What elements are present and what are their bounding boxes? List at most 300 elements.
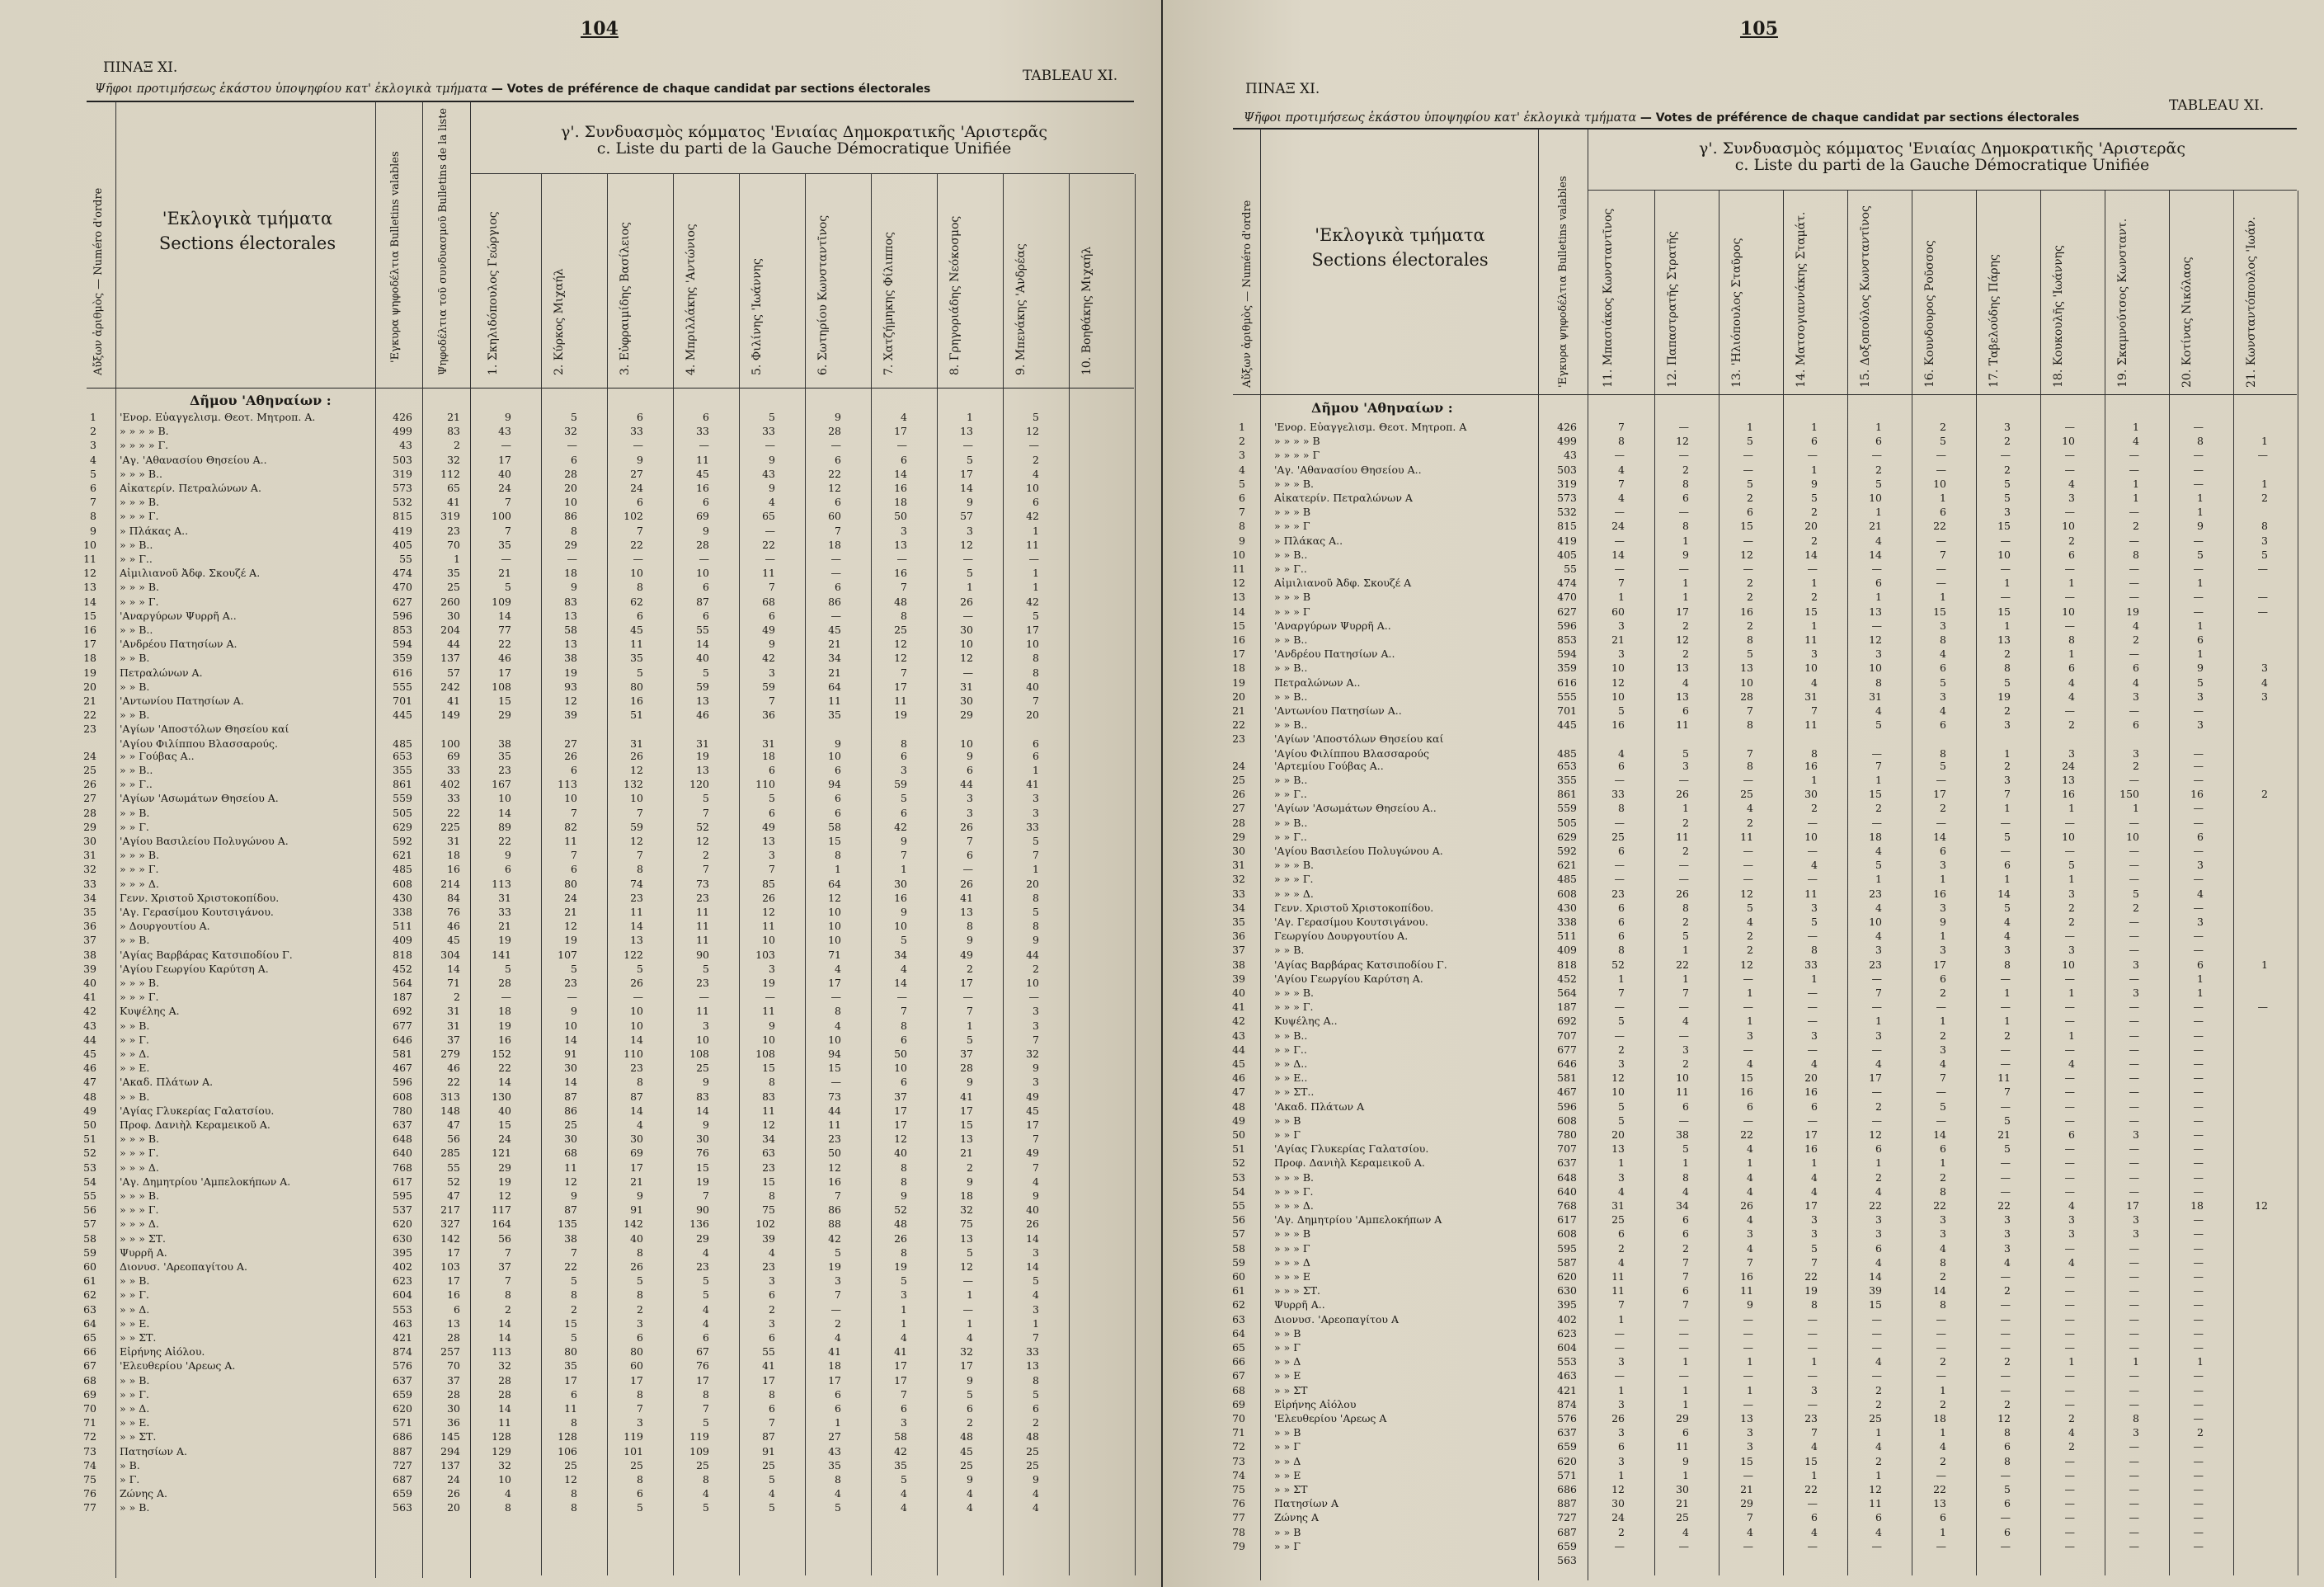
cell-value: 2 xyxy=(967,1416,973,1429)
cell-value: 12 xyxy=(1611,1483,1625,1495)
cell-value: 485 xyxy=(1557,746,1577,760)
cell-value: 9 xyxy=(1940,916,1946,928)
cell-value: 13 xyxy=(1026,1359,1039,1373)
cell-value: 87 xyxy=(564,1203,577,1217)
cell-value: 12 xyxy=(498,1189,511,1202)
cell-value: 2 xyxy=(2133,633,2139,646)
cell-value: 48 xyxy=(1026,1430,1039,1443)
cell-value: 63 xyxy=(762,1147,775,1160)
cell-value: 2 xyxy=(2261,788,2268,801)
cell-value: 8 xyxy=(1033,652,1039,665)
cell-value: 6 xyxy=(454,1302,460,1316)
cell-value: — xyxy=(1936,463,1946,476)
cell-value: — xyxy=(1936,534,1946,547)
party-fr: c. Liste du parti de la Gauche Démocratique Unifiée xyxy=(1734,156,2150,174)
cell-value: 38 xyxy=(564,1231,577,1245)
section-name: Αἰμιλιανοῦ Ἀδφ. Σκουζέ Α. xyxy=(120,567,261,580)
cell-value: 1 xyxy=(1747,987,1753,999)
cell-value: 5 xyxy=(769,1473,775,1486)
table-row xyxy=(1163,662,2317,674)
cell-value: 23 xyxy=(1804,1412,1818,1425)
cell-value: — xyxy=(830,553,841,565)
cell-value: 2 xyxy=(1682,619,1689,632)
cell-value: 19 xyxy=(828,1260,841,1273)
section-name: » » » Β. xyxy=(120,849,160,862)
cell-value: — xyxy=(2193,1326,2204,1340)
cell-value: — xyxy=(567,439,577,452)
cell-value: — xyxy=(1678,873,1689,886)
cell-value: 23 xyxy=(696,977,709,989)
cell-value: 7 xyxy=(1618,1298,1625,1312)
cell-value: — xyxy=(2129,648,2139,661)
title-gr: Ψῆφοι προτιμήσεως ἑκάστου ὑποψηφίου κατ' ἐκλογικὰ τμήματα xyxy=(95,82,488,96)
section-name: 'Αγίων 'Ασωμάτων Θησείου Α. xyxy=(120,792,279,805)
cell-value: — xyxy=(2129,845,2139,857)
cell-value: 12 xyxy=(1740,887,1753,900)
table-row xyxy=(1163,1497,2317,1509)
cell-value: 14 xyxy=(498,1402,511,1415)
cell-value: 1 xyxy=(1811,463,1818,476)
row-number: 25 xyxy=(1232,774,1245,786)
cell-value: 5 xyxy=(2004,1114,2011,1127)
cell-value: 28 xyxy=(564,467,577,480)
cell-value: 30 xyxy=(696,1133,709,1146)
cell-value: 3 xyxy=(2197,916,2204,928)
cell-value: 24 xyxy=(498,482,511,494)
cell-value: 9 xyxy=(967,1175,973,1188)
row-number: 22 xyxy=(1232,718,1245,732)
cell-value: 16 xyxy=(1740,1085,1753,1099)
cell-value: 26 xyxy=(762,891,775,904)
section-name: » » » Β xyxy=(1274,506,1311,519)
row-number: 24 xyxy=(1232,759,1245,772)
cell-value: 3 xyxy=(1618,1426,1625,1439)
table-row xyxy=(1163,1284,2317,1297)
cell-value: 25 xyxy=(1611,1213,1625,1227)
cell-value: 1 xyxy=(1682,534,1689,547)
table-row xyxy=(0,1133,1155,1145)
cell-value: 15 xyxy=(762,1062,775,1075)
cell-value: — xyxy=(830,991,841,1004)
cell-value: 5 xyxy=(1875,859,1882,872)
table-row xyxy=(0,737,1155,750)
sections-fr: Sections électorales xyxy=(158,233,336,253)
cell-value: 5 xyxy=(637,962,643,975)
cell-value: — xyxy=(1678,1312,1689,1326)
cell-value: 1 xyxy=(1747,1156,1753,1170)
table-row xyxy=(0,863,1155,875)
cell-value: 30 xyxy=(630,1133,643,1146)
cell-value: 15 xyxy=(960,1118,973,1131)
cell-value: 8 xyxy=(835,849,841,862)
table-row xyxy=(1163,1384,2317,1396)
cell-value: 3 xyxy=(637,1316,643,1330)
cell-value: — xyxy=(1936,563,1946,575)
cell-value: 5 xyxy=(703,962,709,975)
cell-value: 14 xyxy=(1997,887,2011,900)
cell-value: 4 xyxy=(1811,1170,1818,1184)
cell-value: 42 xyxy=(894,820,907,833)
cell-value: 19 xyxy=(894,709,907,722)
cell-value: 7 xyxy=(901,849,907,862)
table-row xyxy=(0,1445,1155,1457)
cell-value: 1 xyxy=(2068,873,2075,886)
cell-value: 8 xyxy=(835,1005,841,1018)
cell-value: 2 xyxy=(1618,1241,1625,1255)
cell-value: 67 xyxy=(696,1345,709,1359)
cell-value: — xyxy=(2193,1241,2204,1255)
table-row xyxy=(1163,718,2317,731)
cell-value: 12 xyxy=(762,1118,775,1131)
cell-value: 4 xyxy=(835,1019,841,1032)
cell-value: 359 xyxy=(393,652,412,665)
cell-value: 29 xyxy=(498,1161,511,1174)
row-number: 32 xyxy=(83,863,96,876)
section-name: 'Αγίων 'Αποστόλων Θησείου καί xyxy=(1274,732,1444,746)
section-name: » » » Γ. xyxy=(120,991,159,1004)
section-name: » » » Δ xyxy=(1274,1255,1310,1269)
cell-value: 2 xyxy=(1682,816,1689,829)
cell-value: 8 xyxy=(1811,746,1818,760)
section-name: » » » Δ. xyxy=(120,877,159,890)
cell-value: 467 xyxy=(1557,1085,1577,1099)
cell-value: 7 xyxy=(1811,704,1818,717)
cell-value: 5 xyxy=(1875,477,1882,490)
cell-value: — xyxy=(2129,1539,2139,1552)
cell-value: — xyxy=(2193,1170,2204,1184)
section-name: » » Β. xyxy=(120,1501,150,1514)
cell-value: — xyxy=(2257,449,2268,462)
cell-value: 3 xyxy=(1940,690,1946,703)
cell-value: 26 xyxy=(1740,1199,1753,1212)
cell-value: 10 xyxy=(1997,548,2011,561)
cell-value: 621 xyxy=(1557,859,1577,872)
cell-value: 4 xyxy=(2004,1255,2011,1269)
cell-value: 1 xyxy=(1747,1383,1753,1396)
cell-value: 41 xyxy=(447,496,460,509)
cell-value: 8 xyxy=(571,1501,577,1514)
cell-value: 12 xyxy=(1740,958,1753,971)
cell-value: 30 xyxy=(564,1133,577,1146)
cell-value: — xyxy=(1936,577,1946,590)
cell-value: 7 xyxy=(703,1189,709,1202)
table-row xyxy=(1163,1213,2317,1226)
cell-value: 17 xyxy=(1933,788,1946,801)
section-name: » » Γ.. xyxy=(120,553,153,565)
cell-value: 3 xyxy=(2133,1227,2139,1241)
cell-value: 616 xyxy=(393,666,412,679)
cell-value: 5 xyxy=(703,792,709,805)
cell-value: — xyxy=(1743,449,1753,462)
cell-value: 16 xyxy=(447,863,460,876)
cell-value: 5 xyxy=(1033,835,1039,847)
cell-value: 76 xyxy=(447,906,460,918)
cell-value: 12 xyxy=(1611,676,1625,689)
section-name: 'Αγίας Γλυκερίας Γαλατσίου. xyxy=(1274,1142,1429,1156)
cell-value: — xyxy=(1614,1539,1625,1552)
section-name: Πετραλώνων Α. xyxy=(120,666,203,679)
candidate-header: 6. Σωτηρίου Κωνσταντῖνος xyxy=(816,214,830,375)
table-row xyxy=(1163,534,2317,547)
cell-value: 46 xyxy=(447,920,460,933)
cell-value: 120 xyxy=(689,778,709,791)
cell-value: 5 xyxy=(1033,1274,1039,1288)
cell-value: 505 xyxy=(1557,816,1577,829)
cell-value: 17 xyxy=(1804,1128,1818,1141)
section-name: 'Αγ. 'Αθανασίου Θησείου Α.. xyxy=(1274,463,1422,476)
cell-value: 5 xyxy=(901,934,907,947)
cell-value: — xyxy=(1807,1326,1818,1340)
cell-value: 1 xyxy=(1811,774,1818,786)
cell-value: 32 xyxy=(564,425,577,438)
cell-value: 33 xyxy=(1611,788,1625,801)
cell-value: 12 xyxy=(630,764,643,776)
cell-value: 8 xyxy=(901,609,907,622)
table-row xyxy=(0,949,1155,961)
table-row xyxy=(0,1048,1155,1060)
table-row xyxy=(0,878,1155,890)
cell-value: 14 xyxy=(498,609,511,622)
cell-value: 608 xyxy=(1557,1114,1577,1127)
cell-value: 17 xyxy=(960,1359,973,1373)
cell-value: 6 xyxy=(637,1487,643,1500)
cell-value: 4 xyxy=(1940,704,1946,717)
cell-value: — xyxy=(1936,1085,1946,1099)
cell-value: 2 xyxy=(454,991,460,1004)
cell-value: 7 xyxy=(1033,1033,1039,1046)
cell-value: 1 xyxy=(1811,1355,1818,1368)
cell-value: 30 xyxy=(960,624,973,636)
cell-value: 6 xyxy=(1747,506,1753,519)
section-name: » » » » Β xyxy=(1274,435,1320,448)
row-number: 11 xyxy=(1232,563,1245,575)
cell-value: 1 xyxy=(1033,764,1039,776)
cell-value: — xyxy=(2193,1539,2204,1552)
cell-value: 8 xyxy=(1033,1373,1039,1387)
cell-value: 6 xyxy=(1618,1227,1625,1241)
cell-value: 853 xyxy=(1557,633,1577,646)
row-number: 44 xyxy=(83,1033,96,1046)
cell-value: 13 xyxy=(1740,662,1753,675)
cell-value: 5 xyxy=(505,962,511,975)
table-row xyxy=(0,596,1155,608)
cell-value: 3 xyxy=(1747,1426,1753,1439)
row-number: 9 xyxy=(1239,534,1245,547)
cell-value: 37 xyxy=(447,1033,460,1046)
cell-value: 15 xyxy=(1933,605,1946,618)
cell-value: 11 xyxy=(1804,718,1818,732)
cell-value: 9 xyxy=(1033,1473,1039,1486)
cell-value: 7 xyxy=(901,581,907,594)
row-number: 34 xyxy=(1232,901,1245,914)
cell-value: 7 xyxy=(967,1005,973,1018)
cell-value: 112 xyxy=(440,467,460,480)
cell-value: 52 xyxy=(696,820,709,833)
cell-value: 17 xyxy=(1933,958,1946,971)
table-row xyxy=(0,638,1155,650)
cell-value: 107 xyxy=(557,948,577,961)
cell-value: 4 xyxy=(1875,930,1882,943)
cell-value: 11 xyxy=(1804,887,1818,900)
cell-value: — xyxy=(2193,1184,2204,1198)
candidate-header: 21. Κωνσταντόπουλος 'Ιωάν. xyxy=(2245,216,2258,388)
cell-value: 2 xyxy=(1875,1397,1882,1410)
cell-value: — xyxy=(2064,704,2075,717)
cell-value: 3 xyxy=(1618,1454,1625,1467)
table-row xyxy=(0,1076,1155,1088)
cell-value: 1 xyxy=(2261,958,2268,971)
section-name: Αἰμιλιανοῦ Ἀδφ. Σκουζέ Α xyxy=(1274,577,1412,590)
cell-value: 50 xyxy=(894,1048,907,1060)
cell-value: 38 xyxy=(1676,1128,1689,1141)
section-name: » Γ. xyxy=(120,1473,140,1486)
cell-value: 2 xyxy=(2197,1426,2204,1439)
cell-value: 18 xyxy=(894,496,907,509)
cell-value: — xyxy=(2129,1043,2139,1056)
cell-value: 9 xyxy=(703,1118,709,1131)
cell-value: 3 xyxy=(2004,944,2011,957)
page-number: 104 xyxy=(581,18,619,40)
cell-value: 10 xyxy=(960,638,973,651)
cell-value: 10 xyxy=(2126,830,2139,843)
cell-value: 6 xyxy=(769,1402,775,1415)
cell-value: 28 xyxy=(498,1373,511,1387)
section-name: 'Αγ. Γερασίμου Κουτσιγάνου. xyxy=(120,906,274,918)
table-label: ΠΙΝΑΞ XI. xyxy=(1245,81,1320,97)
cell-value: 1 xyxy=(967,1316,973,1330)
cell-value: — xyxy=(2000,1326,2011,1340)
table-row xyxy=(1163,1554,2317,1566)
cell-value: 5 xyxy=(1940,759,1946,772)
section-name: » » » Δ. xyxy=(1274,887,1314,900)
cell-value: — xyxy=(699,553,709,565)
cell-value: 35 xyxy=(447,567,460,580)
cell-value: 623 xyxy=(1557,1326,1577,1340)
table-row xyxy=(0,1090,1155,1103)
row-number: 44 xyxy=(1232,1043,1245,1056)
cell-value: 39 xyxy=(1869,1284,1882,1297)
cell-value: 1 xyxy=(901,1302,907,1316)
section-name: » » Γ.. xyxy=(1274,1043,1307,1056)
cell-value: 4 xyxy=(1811,859,1818,872)
cell-value: 10 xyxy=(2062,435,2075,448)
cell-value: 20 xyxy=(1611,1128,1625,1141)
cell-value: — xyxy=(2193,901,2204,914)
cell-value: 20 xyxy=(1026,709,1039,722)
cell-value: — xyxy=(1743,1114,1753,1127)
cell-value: 6 xyxy=(1940,662,1946,675)
cell-value: — xyxy=(1807,816,1818,829)
cell-value: — xyxy=(1936,449,1946,462)
cell-value: — xyxy=(2064,1341,2075,1354)
cell-value: 3 xyxy=(769,849,775,862)
cell-value: 8 xyxy=(2068,633,2075,646)
row-number: 9 xyxy=(90,524,96,537)
cell-value: — xyxy=(2000,972,2011,985)
cell-value: — xyxy=(1871,1001,1882,1014)
cell-value: 23 xyxy=(762,1161,775,1174)
table-row xyxy=(0,468,1155,480)
cell-value: 2 xyxy=(2068,901,2075,914)
cell-value: 16 xyxy=(2190,788,2204,801)
cell-value: 1 xyxy=(2004,1015,2011,1028)
table-title xyxy=(1244,111,2079,125)
cell-value: 3 xyxy=(1033,1302,1039,1316)
cell-value: 818 xyxy=(393,948,412,961)
cell-value: 52 xyxy=(447,1175,460,1188)
cell-value: 8 xyxy=(1682,901,1689,914)
cell-value: 21 xyxy=(828,666,841,679)
cell-value: 4 xyxy=(901,962,907,975)
cell-value: 2 xyxy=(1940,802,1946,815)
cell-value: 5 xyxy=(505,581,511,594)
cell-value: 5 xyxy=(769,1501,775,1514)
cell-value: 7 xyxy=(901,1005,907,1018)
table-row xyxy=(0,906,1155,918)
cell-value: 23 xyxy=(1869,958,1882,971)
cell-value: 40 xyxy=(1026,680,1039,693)
cell-value: 4 xyxy=(1747,1142,1753,1156)
cell-value: — xyxy=(2129,577,2139,590)
cell-value: 18 xyxy=(447,849,460,862)
cell-value: 1 xyxy=(1811,1468,1818,1481)
cell-value: 45 xyxy=(828,624,841,636)
cell-value: 3 xyxy=(769,1316,775,1330)
cell-value: 6 xyxy=(835,581,841,594)
cell-value: 10 xyxy=(894,1062,907,1075)
cell-value: — xyxy=(2000,534,2011,547)
table-row xyxy=(1163,831,2317,843)
cell-value: 28 xyxy=(828,425,841,438)
cell-value: 1 xyxy=(1747,421,1753,433)
cell-value: 32 xyxy=(960,1203,973,1217)
cell-value: 6 xyxy=(1875,1142,1882,1156)
section-name: » » Δ xyxy=(1274,1454,1301,1467)
cell-value: 27 xyxy=(564,737,577,750)
cell-value: 19 xyxy=(498,934,511,947)
cell-value: 30 xyxy=(564,1062,577,1075)
cell-value: 43 xyxy=(1564,449,1577,462)
cell-value: 1 xyxy=(2197,506,2204,519)
row-number: 14 xyxy=(1232,605,1245,618)
cell-value: 55 xyxy=(1564,563,1577,575)
cell-value: 8 xyxy=(1618,802,1625,815)
cell-value: 511 xyxy=(1557,930,1577,943)
cell-value: 3 xyxy=(1618,1057,1625,1070)
section-name: » » Β. xyxy=(120,934,150,947)
cell-value: 4 xyxy=(2197,887,2204,900)
cell-value: 4 xyxy=(1811,676,1818,689)
cell-value: — xyxy=(2064,972,2075,985)
table-row xyxy=(0,652,1155,664)
section-name: » » Ε. xyxy=(120,1316,150,1330)
table-row xyxy=(0,991,1155,1003)
cell-value: 28 xyxy=(696,538,709,551)
cell-value: 35 xyxy=(828,709,841,722)
cell-value: 6 xyxy=(901,806,907,819)
cell-value: 12 xyxy=(828,1161,841,1174)
cell-value: 8 xyxy=(769,1076,775,1089)
cell-value: 2 xyxy=(1033,453,1039,466)
cell-value: 2 xyxy=(1747,591,1753,604)
cell-value: 4 xyxy=(2068,477,2075,490)
cell-value: 359 xyxy=(1557,662,1577,675)
row-number: 51 xyxy=(83,1133,96,1146)
cell-value: 11 xyxy=(1740,1284,1753,1297)
cell-value: 2 xyxy=(769,1302,775,1316)
cell-value: 102 xyxy=(623,510,643,523)
cell-value: — xyxy=(501,991,511,1004)
